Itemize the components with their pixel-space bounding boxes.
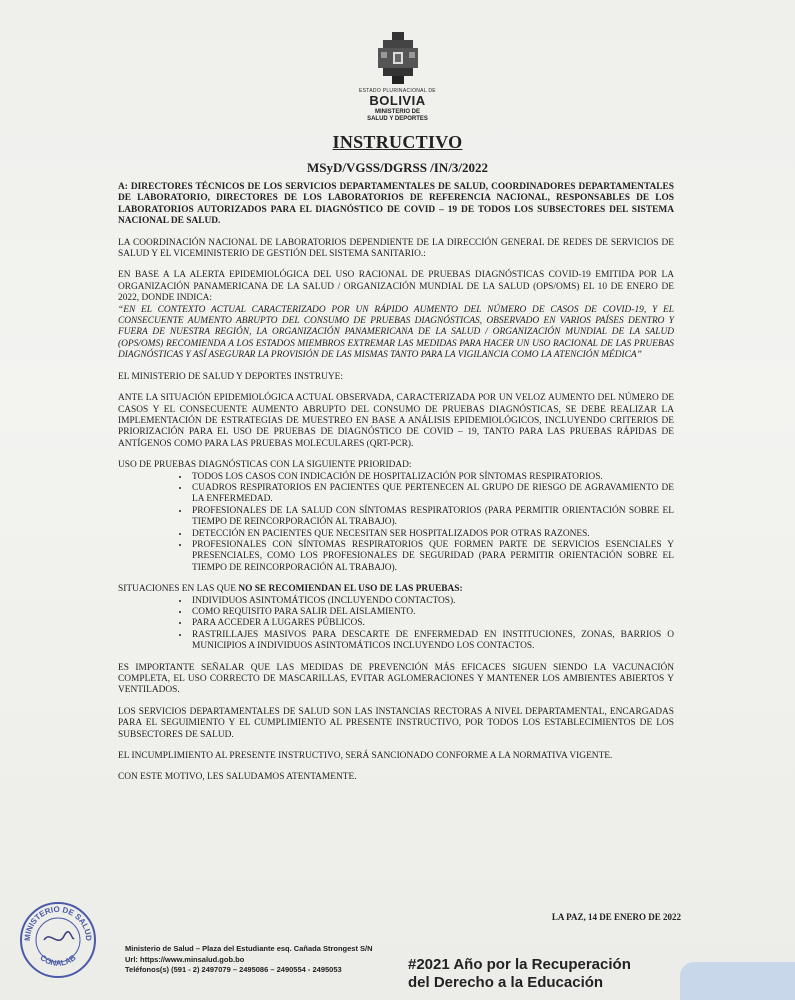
list-item: • INDIVIDUOS ASINTOMÁTICOS (INCLUYENDO CONTACTOS). bbox=[190, 596, 674, 607]
footer-phones: Teléfonos(s) (591 - 2) 2497079 – 2495086 – 2490554 - 2495053 bbox=[125, 965, 342, 974]
not-recommended-heading bbox=[118, 584, 674, 595]
list-item: • TODOS LOS CASOS CON INDICACIÓN DE HOSPITALIZACIÓN POR SÍNTOMAS RESPIRATORIOS. bbox=[190, 472, 674, 483]
paragraph-alert: EN BASE A LA ALERTA EPIDEMIOLÓGICA DEL USO RACIONAL DE PRUEBAS DIAGNÓSTICAS COVID-19 EMITIDA POR LA ORGANIZACIÓN PANAMERICANA DE LA SALUD / ORGANIZACIÓN MUNDIAL DE LA SALUD (OPS/OMS) EL 10 DE ENERO DE 2022, DONDE INDICA: bbox=[118, 270, 674, 304]
list-item: • PARA ACCEDER A LUGARES PÚBLICOS. bbox=[190, 618, 674, 629]
ministry-name-line-1: MINISTERIO DE bbox=[374, 109, 420, 115]
letterhead bbox=[0, 30, 795, 123]
slogan-line-1: #2021 Año por la Recuperación bbox=[408, 956, 631, 973]
svg-text:MINISTERIO DE SALUD bbox=[23, 905, 93, 942]
document-date: LA PAZ, 14 DE ENERO DE 2022 bbox=[551, 912, 681, 922]
closing-salutation: CON ESTE MOTIVO, LES SALUDAMOS ATENTAMENTE. bbox=[118, 772, 357, 783]
svg-text:CONALAB bbox=[38, 953, 77, 968]
not-recommended-emphasis: NO SE RECOMIENDAN EL USO DE LAS PRUEBAS: bbox=[238, 584, 463, 595]
document-code: MSyD/VGSS/DGRSS /IN/3/2022 bbox=[307, 160, 488, 175]
footer-slogan bbox=[408, 956, 631, 992]
list-item: • PROFESIONALES CON SÍNTOMAS RESPIRATORIOS QUE FORMEN PARTE DE SERVICIOS ESENCIALES Y PRESENCIALES, COMO LOS PROFESIONALES DE SEGURIDAD (PARA PERMITIR ORIENTACIÓN SOBRE EL TIEMPO DE REINCORPORACIÓN AL TRABAJO). bbox=[190, 540, 674, 574]
list-item: • RASTRILLAJES MASIVOS PARA DESCARTE DE ENFERMEDAD EN INSTITUCIONES, ZONAS, BARRIOS O MUNICIPIOS A INDIVIDUOS ASINTOMÁTICOS INCLUYENDO LOS CONTACTOS. bbox=[190, 630, 674, 653]
ministry-name-line-2: SALUD Y DEPORTES bbox=[367, 116, 428, 122]
priority-list bbox=[118, 472, 674, 575]
footer-url: Url: https://www.minsalud.gob.bo bbox=[125, 954, 245, 964]
list-item: • CUADROS RESPIRATORIOS EN PACIENTES QUE PERTENECEN AL GRUPO DE RIESGO DE AGRAVAMIENTO DE LA ENFERMEDAD. bbox=[190, 483, 674, 506]
not-recommended-prefix: SITUACIONES EN LAS QUE bbox=[118, 584, 239, 595]
addressee: A: DIRECTORES TÉCNICOS DE LOS SERVICIOS DEPARTAMENTALES DE SALUD, COORDINADORES DEPARTAMENTALES DE LABORATORIO, DIRECTORES DE LOS LABORATORIOS DE REFERENCIA NACIONAL, RESPONSABLES DE LOS LABORATORIOS AUTORIZADOS PARA EL DIAGNÓSTICO DE COVID – 19 DE TODOS LOS SUBSECTORES DEL SISTEMA NACIONAL DE SALUD. bbox=[118, 182, 674, 227]
list-item: • DETECCIÓN EN PACIENTES QUE NECESITAN SER HOSPITALIZADOS POR OTRAS RAZONES. bbox=[190, 529, 674, 540]
list-item: • COMO REQUISITO PARA SALIR DEL AISLAMIENTO. bbox=[190, 607, 674, 618]
quoted-recommendation: “EN EL CONTEXTO ACTUAL CARACTERIZADO POR UN RÁPIDO AUMENTO DEL NÚMERO DE CASOS DE COVID-19, Y EL CONSECUENTE AUMENTO ABRUPTO DEL CONSUMO DE PRUEBAS DIAGNÓSTICAS, OBSERVADO EN VARIOS PAÍSES DENTRO Y FUERA DE NUESTRA REGIÓN, LA ORGANIZACIÓN PANAMERICANA DE LA SALUD / ORGANIZACIÓN MUNDIAL DE LA SALUD (OPS/OMS) RECOMIENDA A LOS ESTADOS MIEMBROS EXTREMAR LAS MEDIDAS PARA HACER UN USO RACIONAL DE LAS PRUEBAS DIAGNÓSTICAS Y ASÍ ASEGURAR LA PROVISIÓN DE LAS MISMAS TANTO PARA LA VIGILANCIA COMO LA ATENCIÓN MÉDICA” bbox=[118, 304, 674, 361]
paragraph-noncompliance: EL INCUMPLIMIENTO AL PRESENTE INSTRUCTIVO, SERÁ SANCIONADO CONFORME A LA NORMATIVA VIGENTE. bbox=[118, 751, 613, 762]
priority-heading: USO DE PRUEBAS DIAGNÓSTICAS CON LA SIGUIENTE PRIORIDAD: bbox=[118, 460, 412, 471]
paragraph-situation: ANTE LA SITUACIÓN EPIDEMIOLÓGICA ACTUAL OBSERVADA, CARACTERIZADA POR UN VELOZ AUMENTO DEL NÚMERO DE CASOS Y EL CONSECUENTE AUMENTO ABRUPTO DEL CONSUMO DE PRUEBAS DIAGNÓSTICAS, SE DEBE REALIZAR LA IMPLEMENTACIÓN DE ESTRATEGIAS DE MUESTREO EN BASE A ANÁLISIS EPIDEMIOLÓGICOS, INCLUYENDO CRITERIOS DE PRIORIZACIÓN PARA EL USO DE PRUEBAS DE DIAGNÓSTICO DE COVID – 19, TANTO PARA LAS PRUEBAS RÁPIDAS DE ANTÍGENOS COMO PARA LAS PRUEBAS MOLECULARES (QRT-PCR). bbox=[118, 393, 674, 449]
not-recommended-list bbox=[118, 596, 674, 653]
list-item: • PROFESIONALES DE LA SALUD CON SÍNTOMAS RESPIRATORIOS (PARA PERMITIR ORIENTACIÓN SOBRE EL TIEMPO DE REINCORPORACIÓN AL TRABAJO). bbox=[190, 506, 674, 529]
stamp-bottom-text: CONALAB bbox=[38, 953, 78, 968]
paragraph-instructs: EL MINISTERIO DE SALUD Y DEPORTES INSTRUYE: bbox=[118, 371, 343, 382]
slogan-line-2: del Derecho a la Educación bbox=[408, 974, 604, 991]
document-body bbox=[118, 182, 674, 794]
coat-of-arms-icon bbox=[369, 30, 427, 86]
paragraph-departmental-services: LOS SERVICIOS DEPARTAMENTALES DE SALUD SON LAS INSTANCIAS RECTORAS A NIVEL DEPARTAMENTAL, ENCARGADAS PARA EL SEGUIMIENTO Y EL CUMPLIMIENTO AL PRESENTE INSTRUCTIVO, POR TODOS LOS ESTABLECIMIENTOS DE LOS SUBSECTORES DE SALUD. bbox=[118, 706, 674, 740]
footer-accent-bar bbox=[680, 962, 795, 1000]
footer-address: Ministerio de Salud – Plaza del Estudiante esq. Cañada Strongest S/N bbox=[125, 944, 373, 953]
ministry-stamp-icon bbox=[18, 900, 98, 980]
paragraph-coordination: LA COORDINACIÓN NACIONAL DE LABORATORIOS DEPENDIENTE DE LA DIRECCIÓN GENERAL DE REDES DE SERVICIOS DE SALUD Y EL VICEMINISTERIO DE GESTIÓN DEL SISTEMA SANITARIO.: bbox=[118, 237, 674, 260]
country-name: BOLIVIA bbox=[369, 93, 426, 108]
paragraph-prevention: ES IMPORTANTE SEÑALAR QUE LAS MEDIDAS DE PREVENCIÓN MÁS EFICACES SIGUEN SIENDO LA VACUNACIÓN COMPLETA, EL USO CORRECTO DE MASCARILLAS, EVITAR AGLOMERACIONES Y MANTENER LOS AMBIENTES ABIERTOS Y VENTILADOS. bbox=[118, 662, 674, 696]
stamp-top-text: MINISTERIO DE SALUD bbox=[22, 904, 94, 942]
state-label: ESTADO PLURINACIONAL DE bbox=[359, 88, 436, 94]
document-title: INSTRUCTIVO bbox=[332, 132, 463, 152]
footer-contact bbox=[125, 944, 373, 976]
